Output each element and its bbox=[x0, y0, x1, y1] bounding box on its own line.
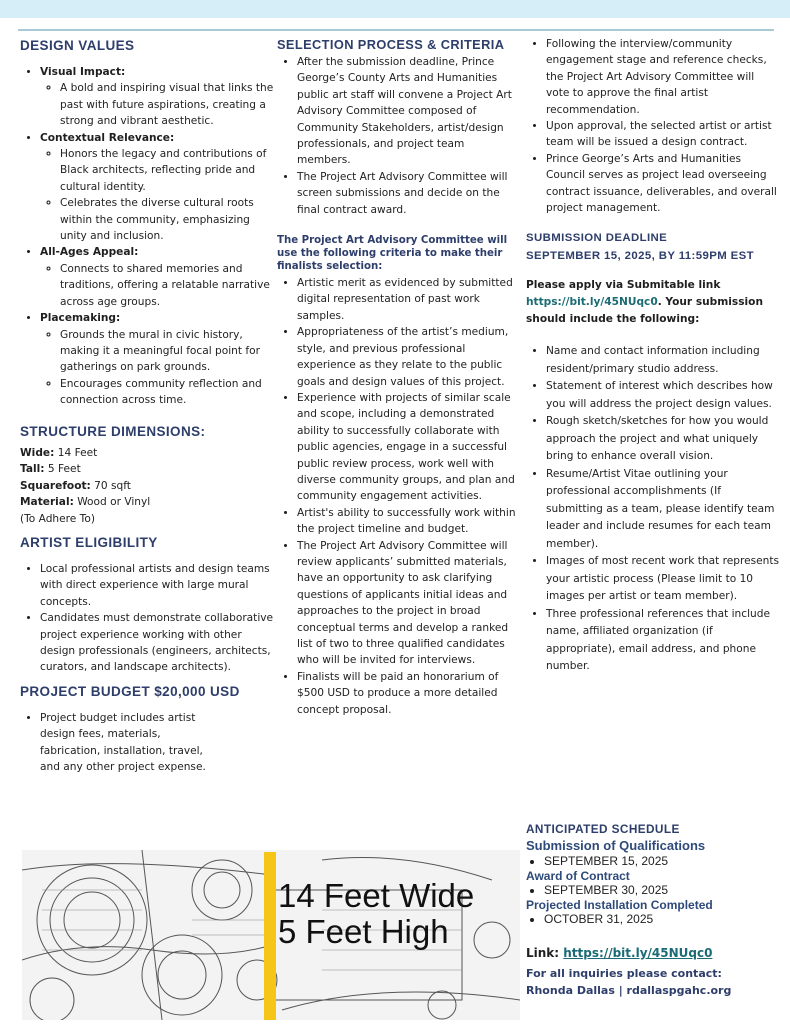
list-item: • Local professional artists and design teams with direct experience with large mural concepts. bbox=[40, 561, 274, 610]
yellow-accent-bar bbox=[264, 852, 276, 1020]
schedule-label: Award of Contract bbox=[526, 868, 630, 883]
list-item: ◦ Celebrates the diverse cultural roots within the community, emphasizing unity and inclusion. bbox=[60, 195, 274, 244]
overlay-height: 5 Feet High bbox=[278, 913, 449, 950]
overlay-width: 14 Feet Wide bbox=[278, 877, 475, 914]
submission-requirements-list bbox=[526, 343, 780, 676]
list-item: ◦ A bold and inspiring visual that links the past with future aspirations, creating a strong and vibrant aesthetic. bbox=[60, 80, 274, 129]
dimension-overlay bbox=[278, 878, 474, 950]
design-values-list bbox=[20, 64, 274, 409]
list-item: • All-Ages Appeal: ◦ Connects to shared memories and traditions, offering a relatable narrative across age groups. bbox=[40, 244, 274, 310]
list-item: ◦ Honors the legacy and contributions of Black architects, reflecting pride and cultural identity. bbox=[60, 146, 274, 195]
list-item: • Statement of interest which describes how you will address the project design values. bbox=[546, 378, 780, 413]
structure-heading: STRUCTURE DIMENSIONS: bbox=[20, 423, 206, 439]
criteria-list bbox=[277, 275, 521, 718]
list-item: • Three professional references that include name, affiliated organization (if appropriate), email address, and phone number. bbox=[546, 606, 780, 676]
list-item: • Candidates must demonstrate collaborative project experience working with other design professionals (engineers, architects, curators, and landscape architects). bbox=[40, 610, 274, 676]
list-item: • Images of most recent work that represents your artistic process (Please limit to 10 images per artist or team member). bbox=[546, 553, 780, 606]
design-values-heading: DESIGN VALUES bbox=[20, 38, 135, 53]
left-column bbox=[20, 36, 274, 776]
schedule-date: • OCTOBER 31, 2025 bbox=[544, 912, 780, 927]
list-item: • The Project Art Advisory Committee will screen submissions and decide on the final contract award. bbox=[297, 169, 521, 218]
list-item: • Visual Impact: ◦ A bold and inspiring visual that links the past with future aspirations, creating a strong and vibrant aesthetic. bbox=[40, 64, 274, 130]
budget-list bbox=[20, 710, 274, 776]
list-item: ◦ Connects to shared memories and traditions, offering a relatable narrative across age groups. bbox=[60, 261, 274, 310]
structure-dimensions: Wide: 14 Feet Tall: 5 Feet Squarefoot: 70 sqft Material: Wood or Vinyl (To Adhere To) bbox=[20, 446, 151, 525]
contact-info: Rhonda Dallas | rdallaspgahc.org bbox=[526, 984, 732, 997]
schedule-section bbox=[526, 820, 780, 927]
list-item: • The Project Art Advisory Committee will review applicants’ submitted materials, have an opportunity to ask clarifying questions of applicants initial ideas and approaches to the project in broad conceptual terms and develop a ranked list of two to three qualified candidates who will be invited for interviews. bbox=[297, 538, 521, 669]
eligibility-list bbox=[20, 561, 274, 676]
footer-contact: Link: https://bit.ly/45NUqc0 For all inquiries please contact: Rhonda Dallas | rdallaspgahc.org bbox=[526, 944, 786, 999]
footer-link[interactable]: https://bit.ly/45NUqc0 bbox=[563, 946, 713, 960]
eligibility-heading: ARTIST ELIGIBILITY bbox=[20, 535, 158, 551]
top-banner bbox=[0, 0, 790, 18]
list-item: • Artist's ability to successfully work within the project timeline and budget. bbox=[297, 505, 521, 538]
list-item: • Experience with projects of similar scale and scope, including a demonstrated ability to successfully collaborate with public agencies, engage in a successful public review process, work well with diverse community groups, and plan and community engagement activities. bbox=[297, 390, 521, 505]
list-item: • Upon approval, the selected artist or artist team will be issued a design contract. bbox=[546, 118, 780, 151]
schedule-date: • SEPTEMBER 30, 2025 bbox=[544, 883, 780, 898]
list-item: • Artistic merit as evidenced by submitted digital representation of past work samples. bbox=[297, 275, 521, 324]
list-item: • Contextual Relevance: ◦ Honors the legacy and contributions of Black architects, reflecting pride and cultural identity. ◦ Celebrates the diverse cultural roots within the community, emphasizing unity and inclusion. bbox=[40, 130, 274, 245]
list-item: • Prince George’s Arts and Humanities Council serves as project lead overseeing contract issuance, deliverables, and overall project management. bbox=[546, 151, 780, 217]
list-item: • Rough sketch/sketches for how you would approach the project and what uniquely bring to enhance overall vision. bbox=[546, 413, 780, 466]
list-item: ◦ Encourages community reflection and connection across time. bbox=[60, 376, 274, 409]
criteria-intro: The Project Art Advisory Committee will use the following criteria to make their finalists selection: bbox=[277, 235, 508, 273]
schedule-label: Submission of Qualifications bbox=[526, 838, 706, 853]
inquiries-text: For all inquiries please contact: bbox=[526, 967, 722, 980]
process-continued-list bbox=[526, 36, 780, 216]
list-item: • Following the interview/community engagement stage and reference checks, the Project Art Advisory Committee will vote to approve the final artist recommendation. bbox=[546, 36, 780, 118]
list-item: • Placemaking: ◦ Grounds the mural in civic history, making it a meaningful focal point for gatherings on park grounds. ◦ Encourages community reflection and connection across time. bbox=[40, 310, 274, 408]
header-rule bbox=[18, 29, 774, 31]
apply-instructions: Please apply via Submitable link https://bit.ly/45NUqc0. Your submission should include the following: bbox=[526, 279, 763, 326]
list-item: • Resume/Artist Vitae outlining your professional accomplishments (If submitting as a team, please identify team leader and include resumes for each team member). bbox=[546, 466, 780, 554]
selection-list bbox=[277, 54, 521, 218]
schedule-date: • SEPTEMBER 15, 2025 bbox=[544, 854, 780, 869]
selection-heading: SELECTION PROCESS & CRITERIA bbox=[277, 37, 505, 52]
list-item: • Appropriateness of the artist’s medium, style, and previous professional experience as they relate to the public goals and design values of this project. bbox=[297, 324, 521, 390]
submittable-link[interactable]: https://bit.ly/45NUqc0 bbox=[526, 296, 658, 309]
list-item: • Project budget includes artist design fees, materials, fabrication, installation, travel, and any other project expense. bbox=[40, 710, 224, 776]
budget-heading: PROJECT BUDGET $20,000 USD bbox=[20, 683, 240, 699]
list-item: • After the submission deadline, Prince George’s County Arts and Humanities public art staff will convene a Project Art Advisory Committee composed of Community Stakeholders, artist/design professionals, and project team members. bbox=[297, 54, 521, 169]
list-item: • Finalists will be paid an honorarium of $500 USD to produce a more detailed concept proposal. bbox=[297, 669, 521, 718]
schedule-label: Projected Installation Completed bbox=[526, 897, 713, 912]
list-item: ◦ Grounds the mural in civic history, making it a meaningful focal point for gatherings on park grounds. bbox=[60, 327, 274, 376]
deadline-heading: SUBMISSION DEADLINE SEPTEMBER 15, 2025, BY 11:59PM EST bbox=[526, 232, 755, 263]
list-item: • Name and contact information including resident/primary studio address. bbox=[546, 343, 780, 378]
schedule-heading: ANTICIPATED SCHEDULE bbox=[526, 822, 680, 836]
right-column bbox=[526, 36, 780, 676]
middle-column bbox=[277, 36, 521, 718]
